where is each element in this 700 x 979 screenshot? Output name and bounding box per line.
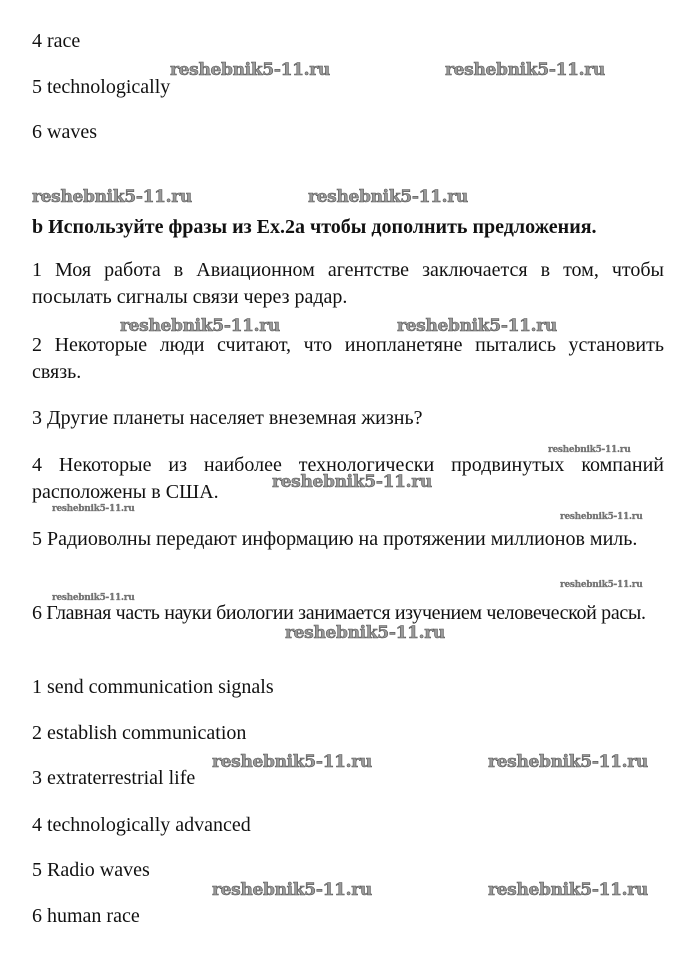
answer-line: 4 technologically advanced (32, 814, 251, 836)
answer-line: 5 technologically (32, 76, 171, 98)
sentence: 2 Некоторые люди считают, что инопланетяне пытались установить связь. (32, 334, 664, 383)
watermark-small: reshebnik5-11.ru (52, 504, 135, 514)
sentence: 1 Моя работа в Авиационном агентстве заключается в том, чтобы посылать сигналы связи через радар. (32, 259, 664, 308)
watermark: reshebnik5-11.ru (488, 752, 648, 772)
answer-line: 6 waves (32, 121, 97, 143)
answer-line: 1 send communication signals (32, 676, 274, 698)
watermark-small: reshebnik5-11.ru (52, 593, 135, 603)
sentence: 5 Радиоволны передают информацию на протяжении миллионов миль. (32, 528, 638, 550)
watermark: reshebnik5-11.ru (120, 316, 280, 336)
watermark: reshebnik5-11.ru (445, 60, 605, 80)
watermark: reshebnik5-11.ru (212, 880, 372, 900)
watermark: reshebnik5-11.ru (308, 187, 468, 207)
watermark-small: reshebnik5-11.ru (548, 445, 631, 455)
watermark: reshebnik5-11.ru (488, 880, 648, 900)
watermark-small: reshebnik5-11.ru (560, 580, 643, 590)
watermark: reshebnik5-11.ru (170, 60, 330, 80)
watermark: reshebnik5-11.ru (272, 472, 432, 492)
watermark-small: reshebnik5-11.ru (560, 512, 643, 522)
sentence: 3 Другие планеты населяет внеземная жизнь? (32, 407, 423, 429)
answer-line: 4 race (32, 30, 81, 52)
answer-line: 6 human race (32, 905, 140, 927)
watermark: reshebnik5-11.ru (32, 187, 192, 207)
section-heading: b Используйте фразы из Ex.2a чтобы дополнить предложения. (32, 216, 597, 238)
answer-line: 5 Radio waves (32, 859, 150, 881)
sentence: 4 Некоторые из наиболее технологически продвинутых компаний расположены в США. (32, 454, 664, 503)
answer-line: 3 extraterrestrial life (32, 767, 196, 789)
watermark: reshebnik5-11.ru (212, 752, 372, 772)
answer-line: 2 establish communication (32, 722, 247, 744)
watermark: reshebnik5-11.ru (397, 316, 557, 336)
watermark: reshebnik5-11.ru (285, 623, 445, 643)
sentence: 6 Главная часть науки биологии занимается изучением человеческой расы. (32, 602, 646, 624)
